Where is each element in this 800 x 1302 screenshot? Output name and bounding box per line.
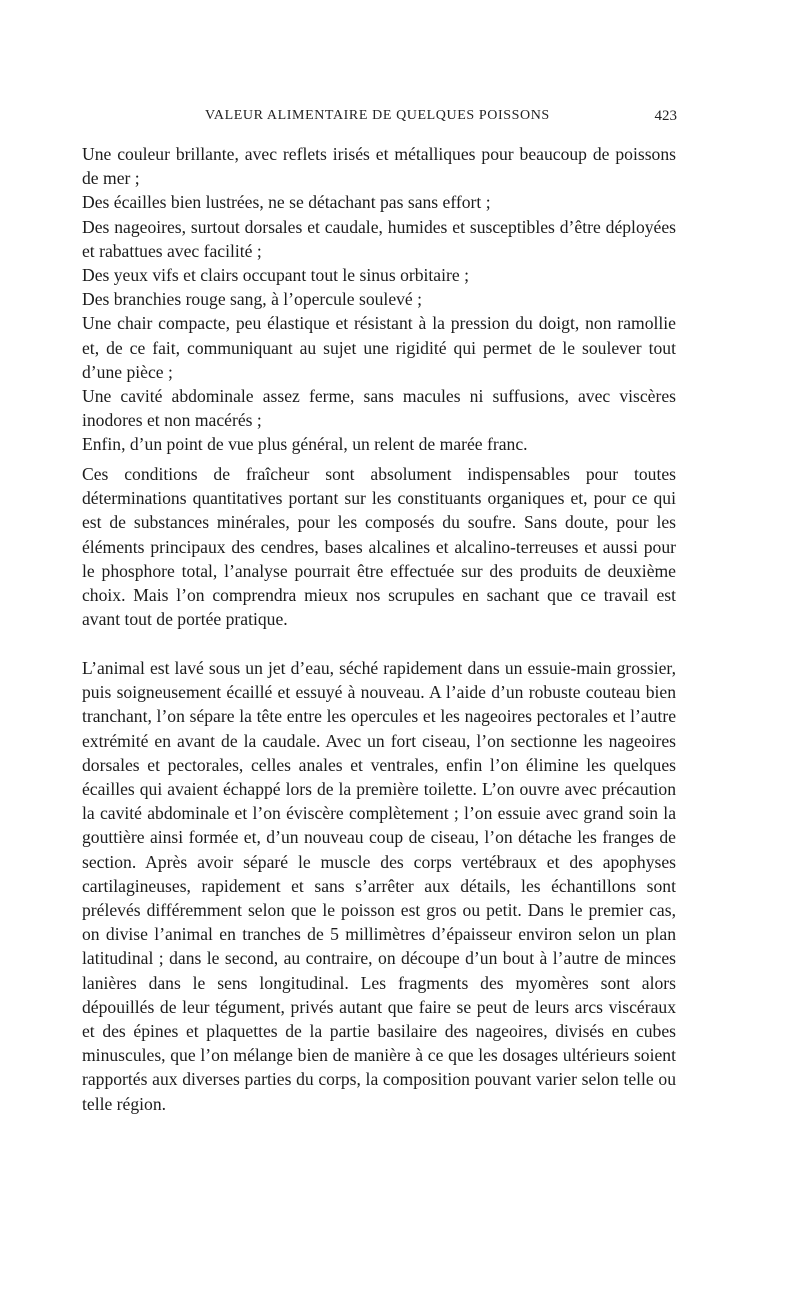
list-item: Des écailles bien lustrées, ne se détachant pas sans effort ;: [82, 192, 491, 213]
list-item: Une couleur brillante, avec reflets irisés et métalliques pour beaucoup de poissons de mer ;: [82, 144, 676, 189]
paragraph-preparation: [82, 656, 676, 1116]
list-item: Une chair compacte, peu élastique et résistant à la pression du doigt, non ramollie et, de ce fait, communiquant au sujet une rigidité qui permet de le soulever tout d’une pièce ;: [82, 313, 676, 382]
paragraph-text: L’animal est lavé sous un jet d’eau, séché rapidement dans un essuie-main grossier, puis soigneusement écaillé et essuyé à nouveau. A l’aide d’un robuste couteau bien tranchant, l’on sépare la tête entre les opercules et les nageoires pectorales et l’autre extrémité en avant de la caudale. Avec un fort ciseau, l’on sectionne les nageoires dorsales et pectorales, celles anales et ventrales, enfin l’on élimine les quelques écailles qui avaient échappé lors de la première toilette. L’on ouvre avec précaution la cavité abdominale et l’on éviscère complètement ; l’on essuie avec grand soin la gouttière ainsi formée et, d’un nouveau coup de ciseau, l’on détache les franges de section. Après avoir séparé le muscle des corps vertébraux et des apophyses cartilagineuses, rapidement et sans s’arrêter aux détails, les échantillons sont prélevés différemment selon que le poisson est gros ou petit. Dans le premier cas, on divise l’animal en tranches de 5 millimètres d’épaisseur environ selon un plan latitudinal ; dans le second, au contraire, on découpe d’un bout à l’autre de minces lanières dans le sens longitudinal. Les fragments des myomères sont alors dépouillés de leur tégument, privés autant que faire se peut de leurs arcs viscéraux et des épines et plaquettes de la partie basilaire des nageoires, divisés en cubes minuscules, que l’on mélange bien de manière à ce que les dosages ultérieurs soient rapportés aux diverses parties du corps, la composition pouvant varier selon telle ou telle région.: [82, 658, 676, 1114]
criteria-list: [82, 142, 676, 457]
page-header: [82, 108, 677, 130]
list-item: Des yeux vifs et clairs occupant tout le sinus orbitaire ;: [82, 265, 469, 286]
list-item: Enfin, d’un point de vue plus général, un relent de marée franc.: [82, 434, 528, 455]
page-number: 423: [654, 108, 677, 124]
list-item: Des branchies rouge sang, à l’opercule soulevé ;: [82, 289, 423, 310]
paragraph-freshness: [82, 462, 676, 631]
running-title: VALEUR ALIMENTAIRE DE QUELQUES POISSONS: [205, 108, 550, 123]
list-item: Des nageoires, surtout dorsales et caudale, humides et susceptibles d’être déployées et rabattues avec facilité ;: [82, 216, 676, 261]
list-item: Une cavité abdominale assez ferme, sans macules ni suffusions, avec viscères inodores et non macérés ;: [82, 386, 676, 431]
paragraph-text: Ces conditions de fraîcheur sont absolument indispensables pour toutes déterminations quantitatives portant sur les constituants organiques et, pour ce qui est de substances minérales, pour les composés du soufre. Sans doute, pour les éléments principaux des cendres, bases alcalines et alcalino-terreuses et aussi pour le phosphore total, l’analyse pourrait être effectuée sur des produits de deuxième choix. Mais l’on comprendra mieux nos scrupules en sachant que ce travail est avant tout de portée pratique.: [82, 464, 676, 630]
